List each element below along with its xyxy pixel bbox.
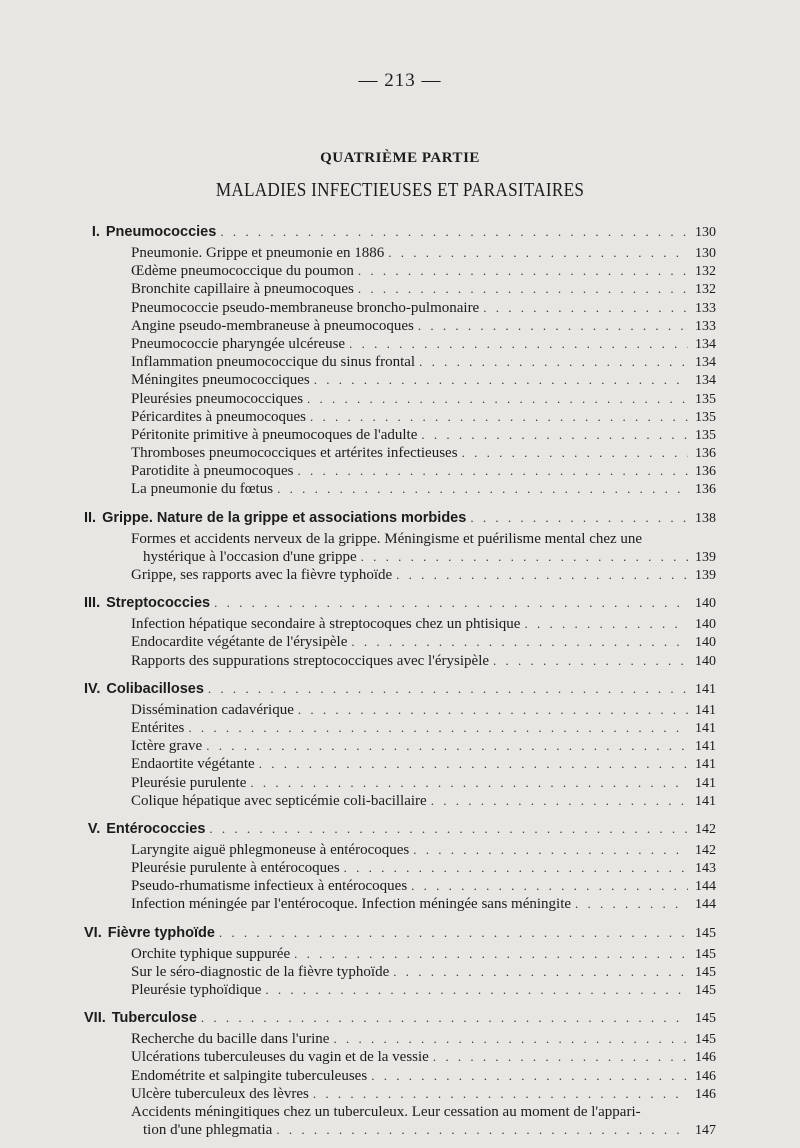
entry-title: Recherche du bacille dans l'urine bbox=[131, 1031, 330, 1048]
entry-title: Bronchite capillaire à pneumocoques bbox=[131, 281, 354, 298]
section-number: I. bbox=[91, 224, 100, 240]
toc-section bbox=[84, 1005, 716, 1139]
toc-entry bbox=[84, 1030, 716, 1048]
entry-page-number: 143 bbox=[695, 861, 716, 877]
entry-title: Orchite typhique suppurée bbox=[131, 945, 291, 962]
entry-page-number: 141 bbox=[695, 793, 716, 809]
entry-title: Pleurésies pneumococciques bbox=[131, 390, 304, 407]
entry-title: Pleurésie purulente à entérocoques bbox=[131, 860, 340, 877]
entry-page-number: 147 bbox=[695, 1123, 716, 1139]
entry-page-number: 142 bbox=[695, 842, 716, 858]
dot-leader bbox=[344, 859, 688, 877]
entry-title: Pneumonie. Grippe et pneumonie en 1886 bbox=[131, 245, 385, 261]
toc-entry bbox=[84, 633, 716, 651]
toc-entry bbox=[84, 737, 716, 755]
dot-leader bbox=[351, 633, 688, 651]
dot-leader bbox=[361, 548, 688, 566]
dot-leader bbox=[214, 590, 688, 615]
dot-leader bbox=[307, 390, 688, 408]
section-title: Colibacilloses bbox=[106, 680, 204, 697]
toc-entry bbox=[84, 408, 716, 426]
section-page-number: 138 bbox=[695, 510, 716, 526]
entry-title: Infection méningée par l'entérocoque. Infection méningée sans méningite bbox=[131, 896, 572, 913]
dot-leader bbox=[371, 1067, 688, 1085]
dot-leader bbox=[201, 1005, 688, 1030]
toc-entry bbox=[84, 615, 716, 633]
entry-list bbox=[84, 615, 716, 670]
section-number: II. bbox=[84, 509, 97, 526]
entry-page-number: 135 bbox=[695, 409, 716, 425]
part-title: QUATRIÈME PARTIE bbox=[320, 150, 480, 166]
toc-entry bbox=[84, 548, 716, 566]
dot-leader bbox=[483, 299, 688, 317]
dot-leader bbox=[393, 963, 688, 981]
dot-leader bbox=[418, 317, 688, 335]
entry-page-number: 136 bbox=[695, 482, 716, 498]
entry-title: Infection hépatique secondaire à streptocoques chez un phtisique bbox=[131, 616, 521, 633]
entry-page-number: 136 bbox=[695, 446, 716, 462]
entry-title: Inflammation pneumococcique du sinus frontal bbox=[131, 354, 416, 371]
entry-title: Entérites bbox=[131, 719, 185, 736]
entry-page-number: 132 bbox=[695, 264, 716, 280]
entry-title: Ulcère tuberculeux des lèvres bbox=[131, 1085, 309, 1102]
toc-entry bbox=[84, 859, 716, 877]
section-title: Grippe. Nature de la grippe et associations morbides bbox=[102, 509, 467, 526]
entry-page-number: 141 bbox=[695, 757, 716, 773]
dot-leader bbox=[575, 895, 688, 913]
entry-list bbox=[84, 530, 716, 585]
toc-entry bbox=[84, 877, 716, 895]
toc-section bbox=[84, 920, 716, 1000]
entry-page-number: 135 bbox=[695, 391, 716, 407]
entry-title: Parotidite à pneumocoques bbox=[131, 463, 294, 480]
entry-page-number: 136 bbox=[695, 464, 716, 480]
section-number: VI. bbox=[84, 924, 102, 941]
section-heading bbox=[84, 505, 716, 530]
toc-entry bbox=[84, 280, 716, 298]
entry-title: Rapports des suppurations streptococciques avec l'érysipèle bbox=[131, 652, 490, 669]
entry-title: Formes et accidents nerveux de la grippe. Méningisme et puérilisme mental chez une bbox=[131, 530, 643, 547]
entry-title: Angine pseudo-membraneuse à pneumocoques bbox=[131, 317, 414, 334]
toc-entry bbox=[84, 353, 716, 371]
entry-title: Thromboses pneumococciques et artérites infectieuses bbox=[131, 445, 458, 462]
entry-title: Endométrite et salpingite tuberculeuses bbox=[131, 1067, 368, 1084]
dot-leader bbox=[470, 505, 688, 530]
entry-title: Endocardite végétante de l'érysipèle bbox=[131, 634, 348, 651]
dot-leader bbox=[411, 877, 688, 895]
entry-title: tion d'une phlegmatia bbox=[143, 1122, 273, 1139]
entry-title: Pleurésie purulente bbox=[131, 774, 247, 791]
section-number: IV. bbox=[84, 680, 101, 697]
section-title: Streptococcies bbox=[106, 595, 211, 612]
dot-leader bbox=[220, 219, 688, 244]
toc-section bbox=[84, 590, 716, 670]
toc-entry bbox=[84, 981, 716, 999]
entry-list bbox=[84, 244, 716, 499]
dot-leader bbox=[462, 444, 688, 462]
dot-leader bbox=[188, 719, 688, 737]
toc-entry bbox=[84, 566, 716, 584]
dot-leader bbox=[314, 371, 688, 389]
section-page-number: 142 bbox=[695, 821, 716, 837]
entry-page-number: 145 bbox=[695, 983, 716, 998]
section-title: Entérococcies bbox=[106, 820, 206, 837]
entry-title: Pneumococcie pharyngée ulcéreuse bbox=[131, 335, 346, 352]
toc-entry bbox=[84, 652, 716, 670]
toc-entry bbox=[84, 444, 716, 462]
dot-leader bbox=[298, 701, 688, 719]
dot-leader bbox=[419, 353, 688, 371]
table-of-contents bbox=[84, 219, 716, 1145]
dot-leader bbox=[276, 1121, 688, 1139]
section-heading bbox=[84, 676, 716, 701]
toc-entry bbox=[84, 480, 716, 498]
entry-page-number: 146 bbox=[695, 1050, 716, 1066]
entry-page-number: 130 bbox=[695, 246, 716, 261]
dot-leader bbox=[259, 755, 688, 773]
section-page-number: 145 bbox=[695, 1011, 716, 1027]
entry-title: Ulcérations tuberculeuses du vagin et de la vessie bbox=[131, 1049, 429, 1066]
entry-title: Ictère grave bbox=[131, 738, 203, 755]
toc-entry bbox=[84, 462, 716, 480]
entry-page-number: 140 bbox=[695, 617, 716, 633]
entry-title: La pneumonie du fœtus bbox=[131, 481, 274, 498]
section-heading bbox=[84, 219, 716, 244]
toc-section bbox=[84, 676, 716, 810]
dot-leader bbox=[209, 816, 688, 841]
toc-entry bbox=[84, 792, 716, 810]
toc-entry bbox=[84, 841, 716, 859]
entry-page-number: 133 bbox=[695, 318, 716, 334]
entry-title: Pseudo-rhumatisme infectieux à entérocoques bbox=[131, 878, 408, 895]
entry-page-number: 140 bbox=[695, 635, 716, 651]
entry-page-number: 134 bbox=[695, 355, 716, 371]
entry-title: hystérique à l'occasion d'une grippe bbox=[143, 548, 357, 565]
entry-title: Péritonite primitive à pneumocoques de l'adulte bbox=[131, 426, 418, 443]
toc-entry bbox=[84, 299, 716, 317]
entry-page-number: 134 bbox=[695, 336, 716, 352]
toc-entry bbox=[84, 390, 716, 408]
toc-entry bbox=[84, 719, 716, 737]
toc-entry bbox=[84, 963, 716, 981]
entry-title: Colique hépatique avec septicémie coli-bacillaire bbox=[131, 792, 427, 809]
entry-page-number: 133 bbox=[695, 300, 716, 316]
toc-entry bbox=[84, 701, 716, 719]
section-number: III. bbox=[84, 595, 101, 612]
entry-list bbox=[84, 1030, 716, 1139]
section-number: V. bbox=[87, 820, 101, 837]
entry-title: Pneumococcie pseudo-membraneuse broncho-pulmonaire bbox=[131, 299, 480, 316]
entry-list bbox=[84, 841, 716, 914]
entry-title: Méningites pneumococciques bbox=[131, 372, 310, 389]
toc-entry bbox=[84, 895, 716, 913]
entry-title: Pleurésie typhoïdique bbox=[131, 982, 262, 998]
entry-page-number: 140 bbox=[695, 653, 716, 669]
entry-page-number: 135 bbox=[695, 427, 716, 443]
toc-entry bbox=[84, 371, 716, 389]
dot-leader bbox=[313, 1085, 688, 1103]
toc-section bbox=[84, 219, 716, 499]
entry-list bbox=[84, 945, 716, 1000]
entry-page-number: 141 bbox=[695, 775, 716, 791]
section-page-number: 140 bbox=[695, 596, 716, 612]
dot-leader bbox=[431, 792, 688, 810]
entry-page-number: 146 bbox=[695, 1086, 716, 1102]
entry-page-number: 145 bbox=[695, 1032, 716, 1048]
section-heading bbox=[84, 920, 716, 945]
section-page-number: 130 bbox=[695, 225, 716, 240]
toc-entry bbox=[84, 1067, 716, 1085]
entry-title: Sur le séro-diagnostic de la fièvre typhoïde bbox=[131, 963, 390, 980]
section-number: VII. bbox=[84, 1010, 106, 1027]
toc-entry bbox=[84, 317, 716, 335]
dot-leader bbox=[250, 774, 688, 792]
entry-title: Laryngite aiguë phlegmoneuse à entérocoques bbox=[131, 841, 410, 858]
toc-entry bbox=[84, 774, 716, 792]
dot-leader bbox=[421, 426, 688, 444]
entry-page-number: 144 bbox=[695, 897, 716, 913]
dot-leader bbox=[265, 981, 688, 999]
dot-leader bbox=[524, 615, 688, 633]
entry-page-number: 146 bbox=[695, 1068, 716, 1084]
toc-section bbox=[84, 505, 716, 585]
dot-leader bbox=[310, 408, 688, 426]
section-page-number: 145 bbox=[695, 925, 716, 941]
entry-title: Œdème pneumococcique du poumon bbox=[131, 263, 354, 280]
dot-leader bbox=[208, 676, 688, 701]
toc-entry bbox=[84, 530, 716, 548]
dot-leader bbox=[349, 335, 688, 353]
entry-title: Péricardites à pneumocoques bbox=[131, 408, 306, 425]
dot-leader bbox=[358, 262, 688, 280]
entry-title: Dissémination cadavérique bbox=[131, 701, 294, 718]
dot-leader bbox=[277, 480, 688, 498]
toc-entry bbox=[84, 335, 716, 353]
toc-entry bbox=[84, 1103, 716, 1121]
dot-leader bbox=[493, 652, 688, 670]
dot-leader bbox=[413, 841, 688, 859]
entry-title: Grippe, ses rapports avec la fièvre typhoïde bbox=[131, 567, 393, 583]
section-title: Pneumococcies bbox=[105, 224, 217, 240]
entry-page-number: 141 bbox=[695, 739, 716, 755]
entry-page-number: 141 bbox=[695, 720, 716, 736]
dot-leader bbox=[396, 566, 688, 584]
toc-entry bbox=[84, 1048, 716, 1066]
dot-leader bbox=[206, 737, 688, 755]
dot-leader bbox=[294, 945, 688, 963]
section-title: Tuberculose bbox=[111, 1010, 197, 1027]
dot-leader bbox=[358, 280, 688, 298]
toc-entry bbox=[84, 1121, 716, 1139]
section-heading bbox=[84, 590, 716, 615]
entry-page-number: 145 bbox=[695, 946, 716, 962]
toc-entry bbox=[84, 945, 716, 963]
section-heading bbox=[84, 1005, 716, 1030]
dot-leader bbox=[333, 1030, 688, 1048]
page-number: — 213 — bbox=[358, 70, 442, 91]
toc-section bbox=[84, 816, 716, 914]
toc-entry bbox=[84, 262, 716, 280]
toc-entry bbox=[84, 1085, 716, 1103]
dot-leader bbox=[219, 920, 688, 945]
entry-page-number: 139 bbox=[695, 568, 716, 583]
section-page-number: 141 bbox=[695, 681, 716, 697]
section-heading bbox=[84, 816, 716, 841]
dot-leader bbox=[388, 244, 688, 262]
entry-title: Accidents méningitiques chez un tuberculeux. Leur cessation au moment de l'appari- bbox=[131, 1103, 641, 1120]
dot-leader bbox=[297, 462, 688, 480]
entry-page-number: 144 bbox=[695, 879, 716, 895]
toc-entry bbox=[84, 244, 716, 262]
main-title: MALADIES INFECTIEUSES ET PARASITAIRES bbox=[215, 180, 585, 201]
entry-page-number: 145 bbox=[695, 964, 716, 980]
toc-entry bbox=[84, 755, 716, 773]
entry-page-number: 141 bbox=[695, 702, 716, 718]
section-title: Fièvre typhoïde bbox=[107, 924, 215, 941]
entry-list bbox=[84, 701, 716, 810]
dot-leader bbox=[433, 1048, 688, 1066]
entry-title: Endaortite végétante bbox=[131, 756, 255, 773]
entry-page-number: 134 bbox=[695, 373, 716, 389]
entry-page-number: 139 bbox=[695, 549, 716, 565]
toc-entry bbox=[84, 426, 716, 444]
entry-page-number: 132 bbox=[695, 282, 716, 298]
